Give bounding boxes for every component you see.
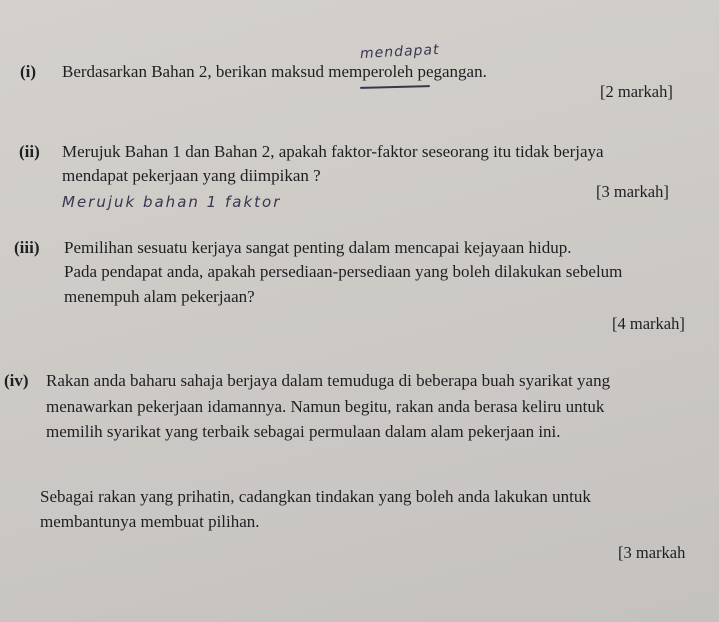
question-iv-line-4: Sebagai rakan yang prihatin, cadangkan tindakan yang boleh anda lakukan untuk [40, 487, 591, 506]
handwritten-underline [360, 85, 430, 89]
question-iii-line-3: menempuh alam pekerjaan? [64, 287, 255, 306]
question-ii-line-1: Merujuk Bahan 1 dan Bahan 2, apakah faktor-faktor seseorang itu tidak berjaya [62, 142, 604, 161]
question-number-iv: (iv) [4, 371, 29, 390]
question-iv-line-1: Rakan anda baharu sahaja berjaya dalam temuduga di beberapa buah syarikat yang [46, 371, 611, 390]
question-iii-marks: [4 markah] [612, 314, 685, 333]
handwritten-note-merujuk: Merujuk bahan 1 faktor [62, 193, 282, 211]
question-i-text: Berdasarkan Bahan 2, berikan maksud memperoleh pegangan. [62, 62, 487, 81]
question-iv-line-3: memilih syarikat yang terbaik sebagai permulaan dalam alam pekerjaan ini. [46, 422, 561, 441]
handwritten-note-mendapat: mendapat [359, 41, 440, 63]
question-iii-line-1: Pemilihan sesuatu kerjaya sangat penting dalam mencapai kejayaan hidup. [64, 238, 572, 257]
question-number-i: (i) [20, 62, 37, 81]
question-ii-marks: [3 markah] [596, 182, 669, 201]
question-ii-line-2: mendapat pekerjaan yang diimpikan ? [62, 166, 321, 185]
question-iv-line-5: membantunya membuat pilihan. [40, 512, 260, 531]
question-number-iii: (iii) [14, 238, 40, 257]
question-number-ii: (ii) [19, 142, 40, 161]
question-iv-line-2: menawarkan pekerjaan idamannya. Namun begitu, rakan anda berasa keliru untuk [46, 397, 605, 416]
question-iii-line-2: Pada pendapat anda, apakah persediaan-persediaan yang boleh dilakukan sebelum [64, 262, 623, 281]
question-i-marks: [2 markah] [600, 82, 673, 101]
question-iv-marks: [3 markah [618, 543, 686, 562]
